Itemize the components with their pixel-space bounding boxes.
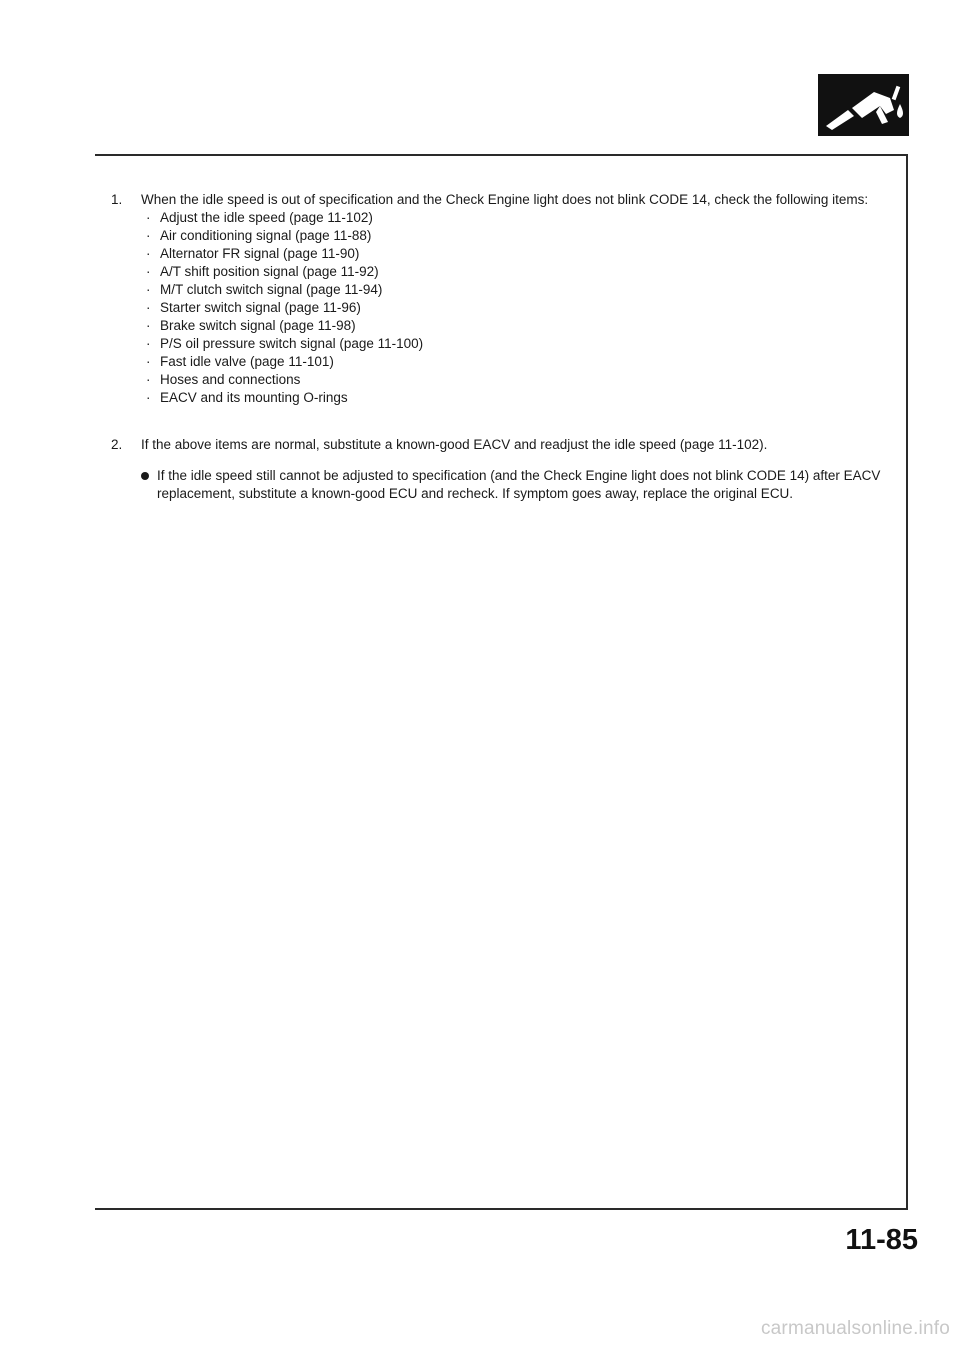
procedure-content bbox=[111, 191, 896, 503]
list-item bbox=[144, 317, 896, 335]
page-number: 11-85 bbox=[845, 1224, 918, 1256]
note-text: If the idle speed still cannot be adjusted to specification (and the Check Engine light does not blink CODE 14) after EACV replacement, substitute a known-good ECU and recheck. If symptom goes away, replace the original ECU. bbox=[157, 468, 881, 501]
fuel-nozzle-icon bbox=[818, 74, 909, 136]
fuel-nozzle-graphic bbox=[818, 74, 909, 136]
step-2-text: If the above items are normal, substitute a known-good EACV and readjust the idle speed (page 11-102). bbox=[141, 437, 768, 452]
note-bullet-icon bbox=[141, 467, 157, 480]
list-item-text: EACV and its mounting O-rings bbox=[160, 390, 348, 405]
list-item-text: Hoses and connections bbox=[160, 372, 301, 387]
check-list bbox=[141, 209, 896, 407]
step-2-number: 2. bbox=[111, 437, 123, 452]
list-item bbox=[144, 299, 896, 317]
bullet-dot-icon: · bbox=[146, 372, 151, 387]
step-1-body bbox=[141, 191, 896, 407]
bullet-dot-icon: · bbox=[146, 336, 151, 351]
list-item bbox=[144, 209, 896, 227]
bullet-dot-icon: · bbox=[146, 228, 151, 243]
list-item bbox=[144, 281, 896, 299]
list-item bbox=[144, 227, 896, 245]
list-item-text: Brake switch signal (page 11-98) bbox=[160, 318, 356, 333]
watermark: carmanualsonline.info bbox=[760, 1318, 950, 1339]
step-1 bbox=[111, 191, 896, 407]
step-2 bbox=[111, 436, 896, 454]
list-item bbox=[144, 263, 896, 281]
bullet-dot-icon: · bbox=[146, 390, 151, 405]
list-item-text: M/T clutch switch signal (page 11-94) bbox=[160, 282, 383, 297]
list-item bbox=[144, 371, 896, 389]
bullet-dot-icon: · bbox=[146, 210, 151, 225]
list-item bbox=[144, 353, 896, 371]
note bbox=[111, 467, 896, 503]
list-item-text: Alternator FR signal (page 11-90) bbox=[160, 246, 360, 261]
bullet-dot-icon: · bbox=[146, 282, 151, 297]
list-item bbox=[144, 389, 896, 407]
bullet-dot-icon: · bbox=[146, 354, 151, 369]
list-item-text: Fast idle valve (page 11-101) bbox=[160, 354, 334, 369]
bullet-dot-icon: · bbox=[146, 318, 151, 333]
bullet-dot-icon: · bbox=[146, 300, 151, 315]
bullet-dot-icon: · bbox=[146, 264, 151, 279]
bullet-dot-icon: · bbox=[146, 246, 151, 261]
step-1-intro: When the idle speed is out of specification and the Check Engine light does not blink CODE 14, check the following items: bbox=[141, 192, 869, 207]
list-item-text: A/T shift position signal (page 11-92) bbox=[160, 264, 379, 279]
list-item-text: P/S oil pressure switch signal (page 11-100) bbox=[160, 336, 424, 351]
list-item bbox=[144, 335, 896, 353]
step-1-number: 1. bbox=[111, 192, 123, 207]
list-item bbox=[144, 245, 896, 263]
list-item-text: Air conditioning signal (page 11-88) bbox=[160, 228, 372, 243]
list-item-text: Starter switch signal (page 11-96) bbox=[160, 300, 361, 315]
list-item-text: Adjust the idle speed (page 11-102) bbox=[160, 210, 373, 225]
